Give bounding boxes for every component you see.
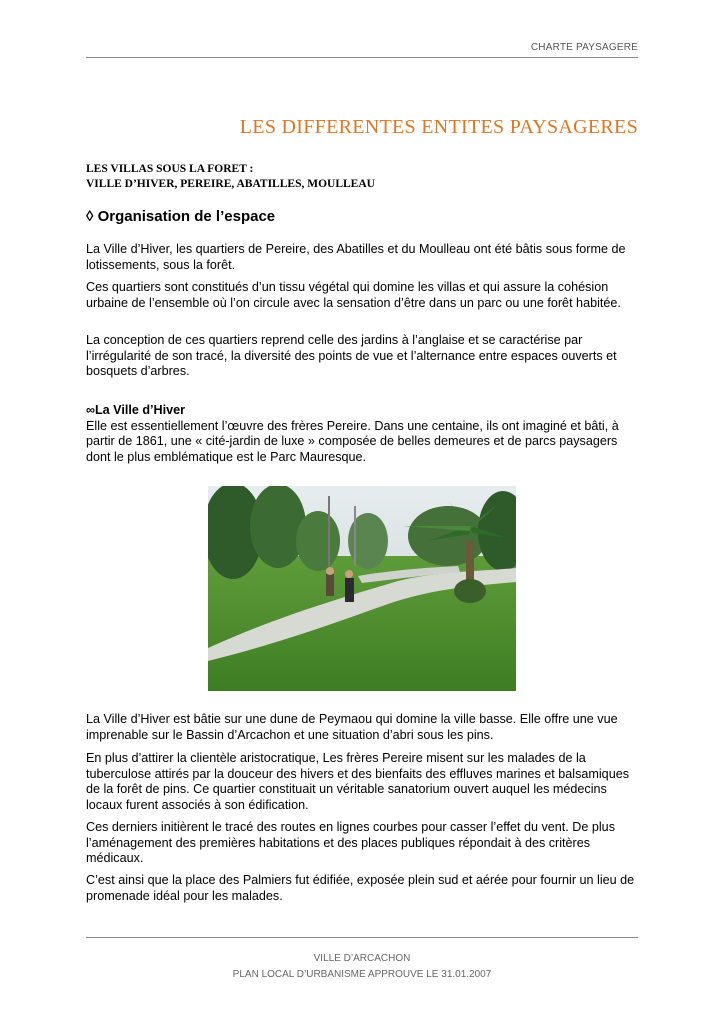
page-title: LES DIFFERENTES ENTITES PAYSAGERES — [239, 116, 638, 138]
ville-hiver-block — [86, 403, 641, 465]
paragraph-5: La Ville d’Hiver est bâtie sur une dune de Peymaou qui domine la ville basse. Elle offre une vue imprenable sur le Bassin d’Arcachon et une situation d’abri sous les pins. — [86, 712, 618, 742]
paragraph-2: Ces quartiers sont constitués d’un tissu végétal qui domine les villas et qui assure la cohésion urbaine de l’ensemble où l’on circule avec la sensation d’être dans un parc ou une forêt habitée. — [86, 280, 621, 310]
paragraph-1: La Ville d’Hiver, les quartiers de Pereire, des Abatilles et du Moulleau ont été bâtis sous forme de lotissements, sous la forêt. — [86, 242, 626, 272]
paragraph-8: C’est ainsi que la place des Palmiers fut édifiée, exposée plein sud et aérée pour fournir un lieu de promenade idéal pour les malades. — [86, 873, 635, 903]
subtitle-line-2: VILLE D’HIVER, PEREIRE, ABATILLES, MOULLEAU — [86, 178, 375, 190]
subtitle-line-1: LES VILLAS SOUS LA FORET : — [86, 163, 254, 175]
header-rule — [86, 57, 638, 58]
footer-line-1: VILLE D’ARCACHON — [313, 953, 411, 964]
section-heading: ◊ Organisation de l’espace — [86, 208, 276, 225]
sub-heading: ∞La Ville d’Hiver — [86, 403, 186, 417]
footer-rule — [86, 937, 638, 938]
subtitle — [86, 162, 375, 192]
paragraph-4: Elle est essentiellement l’œuvre des frères Pereire. Dans une centaine, ils ont imaginé et bâti, à partir de 1861, une « cité-jardin de luxe » composée de belles demeures et de parcs paysagers dont le plus emblématique est le Parc Mauresque. — [86, 418, 619, 464]
paragraph-6: En plus d’attirer la clientèle aristocratique, Les frères Pereire misent sur les malades de la tuberculose attirés par la douceur des hivers et des bienfaits des effluves marines et balsamiques de la forêt de pins. Ce quartier constituait un véritable sanatorium ouvert auquel les médecins locaux furent associés à son édification. — [86, 751, 629, 812]
header-label: CHARTE PAYSAGERE — [530, 42, 638, 53]
footer — [86, 951, 638, 983]
footer-line-2: PLAN LOCAL D’URBANISME APPROUVE LE 31.01.2007 — [232, 969, 492, 980]
paragraph-3: La conception de ces quartiers reprend celle des jardins à l’anglaise et se caractérise par l’irrégularité de son tracé, la diversité des points de vue et l’alternance entre espaces ouverts et bosquets d’arbres. — [86, 333, 617, 379]
paragraph-7: Ces derniers initièrent le tracé des routes en lignes courbes pour casser l’effet du vent. De plus l’aménagement des premières habitations et des places publiques répondait à des critères médicaux. — [86, 820, 615, 866]
park-photo — [208, 486, 516, 691]
